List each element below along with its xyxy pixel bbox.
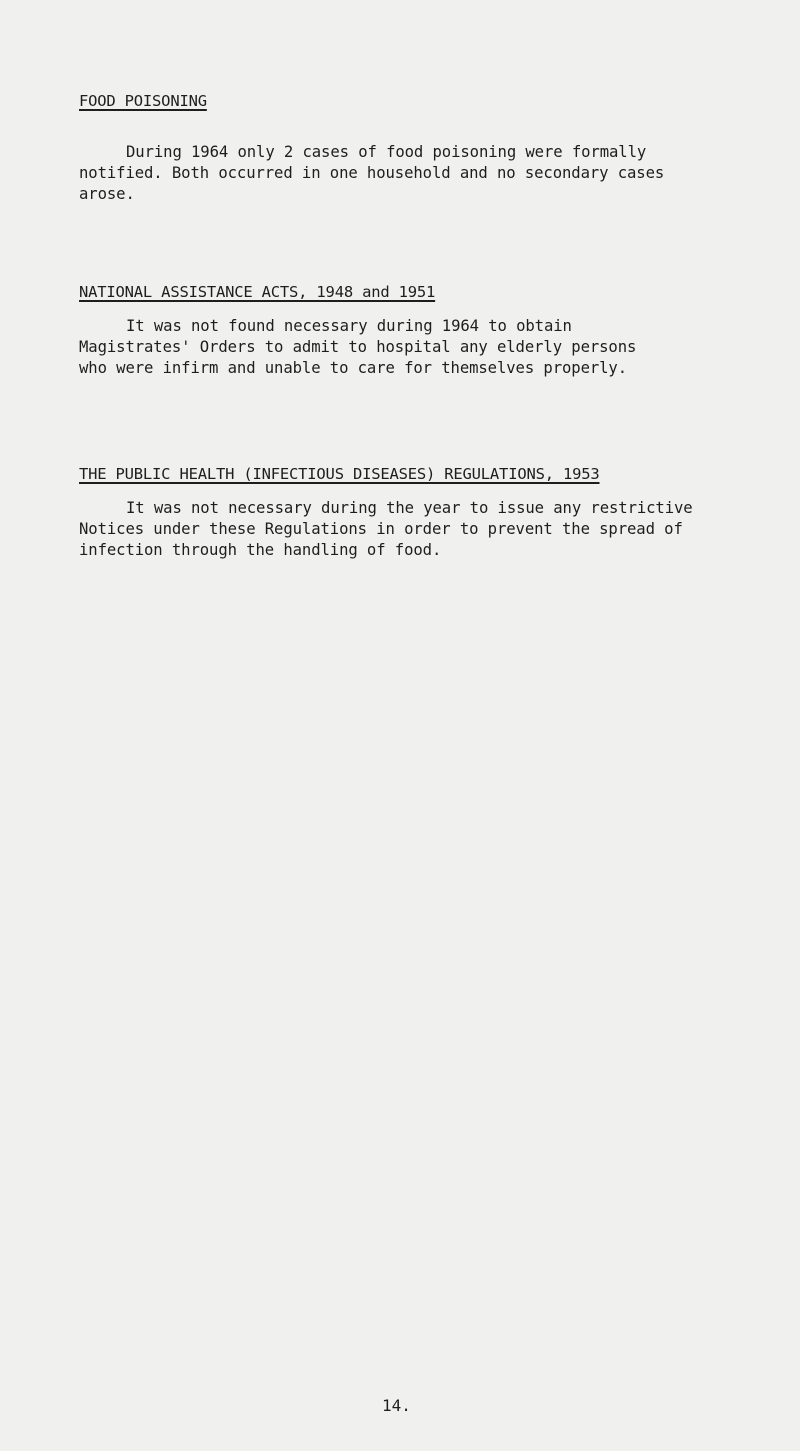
section-heading-national-assistance-acts: NATIONAL ASSISTANCE ACTS, 1948 and 1951: [79, 283, 436, 301]
section-paragraph-national-assistance-acts: [79, 316, 779, 379]
paragraph-line: Notices under these Regulations in order to prevent the spread of: [79, 520, 683, 538]
paragraph-line: arose.: [79, 185, 135, 203]
paragraph-line: It was not found necessary during 1964 to obtain: [126, 317, 572, 335]
paragraph-line: It was not necessary during the year to issue any restrictive: [126, 499, 693, 517]
paragraph-line: During 1964 only 2 cases of food poisoning were formally: [126, 143, 647, 161]
section-paragraph-food-poisoning: [79, 142, 779, 205]
paragraph-line: infection through the handling of food.: [79, 541, 442, 559]
section-heading-public-health-regulations: THE PUBLIC HEALTH (INFECTIOUS DISEASES) REGULATIONS, 1953: [79, 465, 600, 483]
section-paragraph-public-health-regulations: [79, 498, 779, 561]
page-number: 14.: [382, 1396, 411, 1415]
paragraph-line: notified. Both occurred in one household and no secondary cases: [79, 164, 665, 182]
section-heading-food-poisoning: FOOD POISONING: [79, 92, 207, 110]
paragraph-line: who were infirm and unable to care for themselves properly.: [79, 359, 628, 377]
paragraph-line: Magistrates' Orders to admit to hospital any elderly persons: [79, 338, 637, 356]
